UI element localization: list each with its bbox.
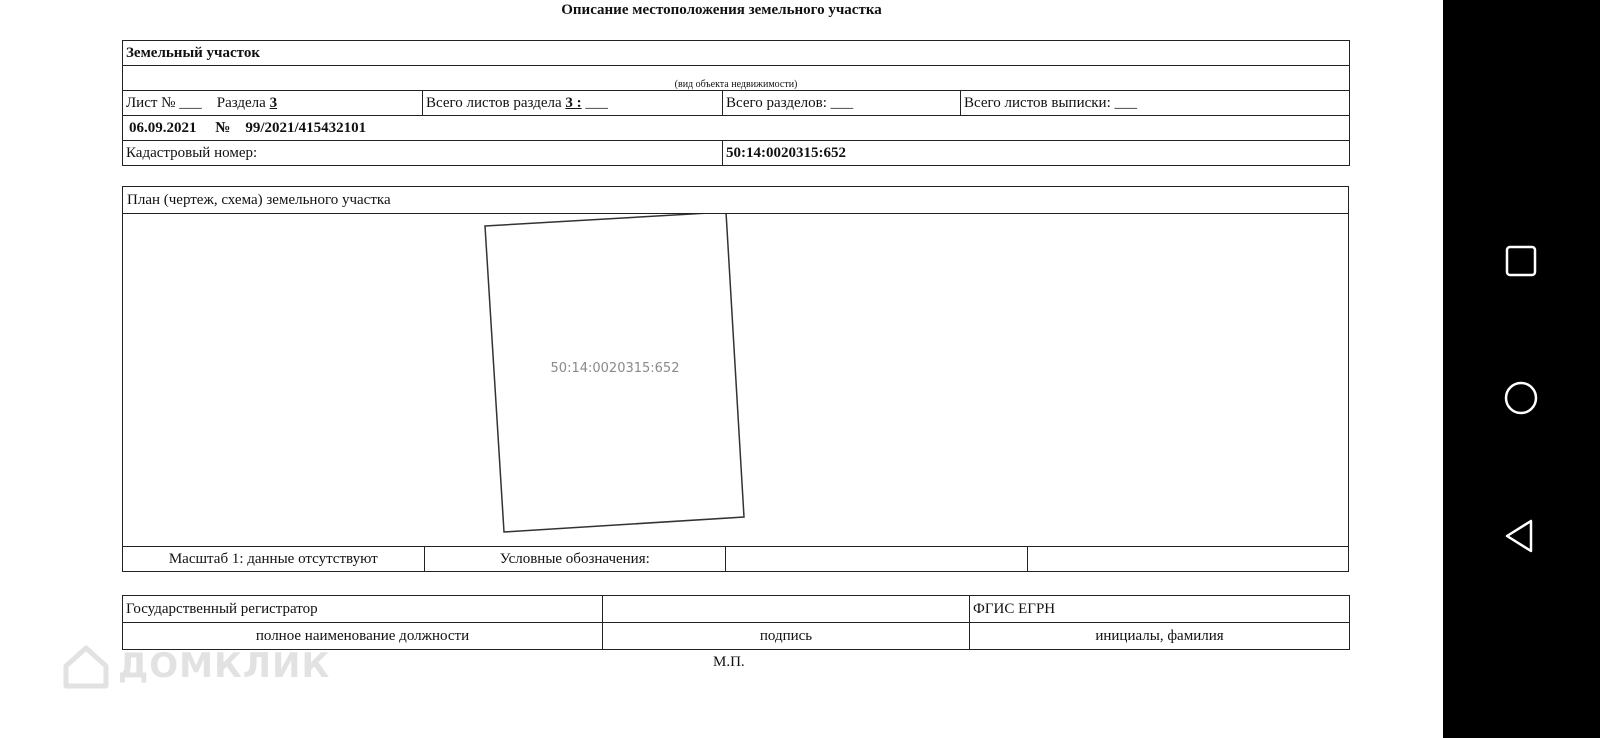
signature-cell bbox=[603, 596, 970, 623]
total-section-sheets-label: Всего листов раздела bbox=[426, 94, 562, 111]
plan-footer bbox=[123, 546, 1348, 571]
back-triangle-icon bbox=[1501, 516, 1541, 556]
object-type: Земельный участок bbox=[123, 41, 1350, 66]
header-table bbox=[122, 40, 1350, 166]
parcel-drawing bbox=[123, 214, 1347, 548]
circle-icon bbox=[1501, 378, 1541, 418]
extract-date: 06.09.2021 bbox=[129, 119, 197, 136]
total-section-sheets-tail: ___ bbox=[585, 94, 608, 111]
extract-number: 99/2021/415432101 bbox=[245, 119, 367, 136]
object-type-caption: (вид объекта недвижимости) bbox=[123, 66, 1350, 91]
home-button[interactable] bbox=[1501, 378, 1541, 418]
sheet-number: Лист № ___ bbox=[126, 94, 202, 111]
scale-text: Масштаб 1: данные отсутствуют bbox=[123, 547, 425, 571]
legend-label: Условные обозначения: bbox=[425, 547, 727, 571]
watermark-text: ДОМКЛИК bbox=[118, 646, 331, 686]
registrar-label: Государственный регистратор bbox=[123, 596, 603, 623]
house-icon bbox=[60, 640, 112, 692]
total-extract-sheets: Всего листов выписки: ___ bbox=[961, 91, 1350, 116]
legend-cell-2 bbox=[1028, 547, 1348, 571]
section-label: Раздела bbox=[216, 94, 266, 111]
section-value: 3 bbox=[269, 94, 278, 111]
document-title: Описание местоположения земельного участка bbox=[561, 2, 882, 18]
sheet-section-cell bbox=[123, 91, 423, 116]
plan-header: План (чертеж, схема) земельного участка bbox=[123, 187, 1348, 214]
signature-caption: подпись bbox=[603, 623, 970, 650]
number-sign: № bbox=[215, 119, 231, 136]
back-button[interactable] bbox=[1501, 516, 1541, 556]
legend-cell-1 bbox=[726, 547, 1028, 571]
position-caption: полное наименование должности bbox=[123, 623, 603, 650]
total-sections: Всего разделов: ___ bbox=[723, 91, 961, 116]
system-label: ФГИС ЕГРН bbox=[970, 596, 1350, 623]
android-nav-bar bbox=[1443, 0, 1600, 738]
name-caption: инициалы, фамилия bbox=[970, 623, 1350, 650]
stamp-place: М.П. bbox=[713, 654, 745, 670]
total-section-sheets-cell bbox=[423, 91, 723, 116]
total-section-sheets-value: 3 : bbox=[565, 94, 582, 111]
domclick-watermark bbox=[60, 640, 330, 692]
square-icon bbox=[1501, 241, 1541, 281]
cadastral-number: 50:14:0020315:652 bbox=[723, 141, 1350, 166]
cadastral-label: Кадастровый номер: bbox=[123, 141, 723, 166]
recent-apps-button[interactable] bbox=[1501, 241, 1541, 281]
plan-drawing-area bbox=[123, 214, 1348, 548]
date-number-cell bbox=[123, 116, 1350, 141]
plan-block bbox=[122, 186, 1349, 572]
parcel-label: 50:14:0020315:652 bbox=[550, 361, 680, 376]
